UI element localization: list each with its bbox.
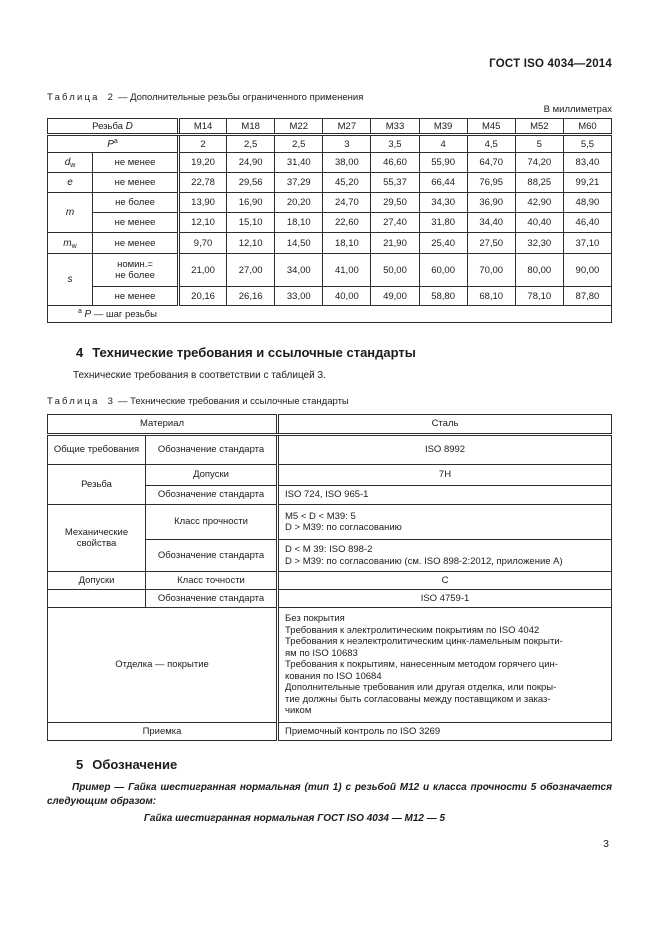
table-cell: 16,90 [227, 193, 275, 213]
subscript: w [70, 162, 76, 169]
table-cell: 2 [179, 135, 227, 153]
symbol: m [63, 237, 72, 249]
document-header: ГОСТ ISO 4034—2014 [489, 58, 612, 70]
value-cell [278, 505, 612, 540]
table-cell: 25,40 [419, 233, 467, 254]
table-cell: 27,00 [227, 254, 275, 287]
table-cell: 32,30 [515, 233, 563, 254]
thread-label: Резьба [92, 120, 123, 132]
section-title: Технические требования и ссылочные стандарты [92, 345, 416, 360]
param-cell: Класс прочности [146, 505, 278, 540]
table-cell: 19,20 [179, 153, 227, 173]
table-cell: 34,00 [275, 254, 323, 287]
table-cell: 12,10 [179, 213, 227, 233]
table-cell: 58,80 [419, 287, 467, 306]
table-3-caption-text: — Технические требования и ссылочные стандарты [117, 396, 349, 407]
symbol: d [64, 157, 71, 168]
table-cell: 76,95 [467, 173, 515, 193]
finish-line: Требования к неэлектролитическим цинк-ламельным покрыти- [285, 636, 563, 648]
table-cell: 83,40 [563, 153, 611, 173]
table-2-caption-number: 2 [107, 92, 113, 103]
dimension-symbol-cell [48, 193, 93, 233]
condition-cell: не менее [93, 173, 179, 193]
table-cell: 55,37 [371, 173, 419, 193]
table-cell: 2,5 [227, 135, 275, 153]
table-cell: 60,00 [419, 254, 467, 287]
param-cell: Допуски [146, 465, 278, 486]
table-cell: 4 [419, 135, 467, 153]
table-cell: 22,60 [323, 213, 371, 233]
table-cell: 5 [515, 135, 563, 153]
symbol: s [67, 274, 73, 285]
section-4-heading [76, 345, 416, 360]
section-title: Обозначение [92, 757, 178, 772]
page-number: 3 [603, 838, 609, 850]
col-header: M45 [467, 119, 515, 135]
condition-cell: не более [93, 193, 179, 213]
value-cell: 7Н [278, 465, 612, 486]
dimension-symbol-cell [48, 173, 93, 193]
table-3-caption [47, 396, 349, 407]
table-cell: 31,40 [275, 153, 323, 173]
symbol: m [65, 207, 75, 218]
table-cell: 2,5 [275, 135, 323, 153]
value-cell: С [278, 572, 612, 590]
pitch-symbol: P [107, 138, 114, 150]
table-row [48, 233, 612, 254]
table-3-technical-requirements [47, 414, 612, 741]
table-row [48, 153, 612, 173]
table-row [48, 505, 612, 540]
table-cell: 40,40 [515, 213, 563, 233]
finish-line: тие должны быть согласованы между поставщиком и заказ- [285, 693, 551, 705]
section-number: 4 [76, 345, 84, 360]
col-header: M60 [563, 119, 611, 135]
table-cell: 50,00 [371, 254, 419, 287]
table-cell: 34,40 [467, 213, 515, 233]
table-2-caption [47, 92, 363, 103]
param-cell: Класс точности [146, 572, 278, 590]
table-cell: 68,10 [467, 287, 515, 306]
finish-line: кования по ISO 10684 [285, 670, 382, 682]
table-cell: 20,20 [275, 193, 323, 213]
section-number: 5 [76, 757, 84, 772]
pitch-symbol-cell [48, 135, 179, 153]
value-line: D < M 39: ISO 898-2 [285, 544, 373, 555]
table-cell: 24,90 [227, 153, 275, 173]
section-5-heading [76, 757, 177, 772]
finish-line: Требования к покрытиям, нанесенным методом горячего цин- [285, 659, 558, 671]
col-header: M27 [323, 119, 371, 135]
group-cell: Общие требования [48, 435, 146, 465]
col-header: M22 [275, 119, 323, 135]
table-2-caption-text: — Дополнительные резьбы ограниченного применения [117, 92, 364, 103]
designation-example: Пример — Гайка шестигранная нормальная (тип 1) с резьбой М12 и класса прочности 5 обозначается следующим образом: [47, 782, 612, 807]
symbol: e [67, 177, 73, 188]
table-cell: 40,00 [323, 287, 371, 306]
table-row [48, 608, 612, 723]
table-cell: 20,16 [179, 287, 227, 306]
condition-cell: не менее [93, 213, 179, 233]
param-cell: Обозначение стандарта [146, 540, 278, 572]
table-cell: 29,56 [227, 173, 275, 193]
condition-line: номин.= [117, 259, 153, 270]
table-row [48, 415, 612, 435]
table-cell: 37,10 [563, 233, 611, 254]
condition-cell: не менее [93, 153, 179, 173]
table-row [48, 254, 612, 287]
table-cell: 88,25 [515, 173, 563, 193]
value-line: M5 < D < M39: 5 [285, 510, 356, 522]
pitch-footnote-mark: a [113, 137, 118, 145]
table-3-caption-word: Таблица [47, 396, 100, 407]
units-note: В миллиметрах [543, 104, 612, 115]
condition-cell [93, 254, 179, 287]
condition-cell: не менее [93, 287, 179, 306]
table-cell: 29,50 [371, 193, 419, 213]
footnote-mark: a [78, 307, 82, 315]
col-header: M33 [371, 119, 419, 135]
dimension-symbol-cell [48, 254, 93, 306]
value-line: D > M39: по согласованию [285, 522, 402, 533]
col-header: M52 [515, 119, 563, 135]
col-header: M39 [419, 119, 467, 135]
table-cell: 48,90 [563, 193, 611, 213]
table-row [48, 465, 612, 486]
finish-line: ям по ISO 10683 [285, 647, 358, 659]
table-row [48, 435, 612, 465]
param-cell: Обозначение стандарта [146, 435, 278, 465]
table-cell: 24,70 [323, 193, 371, 213]
table-footnote [48, 306, 612, 323]
table-cell: 18,10 [323, 233, 371, 254]
designation-text: Гайка шестигранная нормальная ГОСТ ISO 4034 — М12 — 5 [143, 813, 446, 824]
finish-line: чиком [285, 705, 312, 717]
table-cell: 26,16 [227, 287, 275, 306]
table-cell: 80,00 [515, 254, 563, 287]
subscript: w [71, 242, 77, 250]
table-cell: 27,40 [371, 213, 419, 233]
table-cell: 22,78 [179, 173, 227, 193]
table-cell: 78,10 [515, 287, 563, 306]
table-cell: 27,50 [467, 233, 515, 254]
table-cell: 99,21 [563, 173, 611, 193]
finish-line: Дополнительные требования или другая отделка, или покры- [285, 682, 557, 694]
footnote-symbol: P [84, 308, 92, 320]
value-line: D > M39: по согласованию (см. ISO 898-2:2012, приложение А) [285, 555, 563, 567]
thread-header-cell [48, 119, 179, 135]
steel-header-cell: Сталь [278, 415, 612, 435]
table-cell: 14,50 [275, 233, 323, 254]
value-cell: ISO 4759-1 [278, 590, 612, 608]
table-cell: 33,00 [275, 287, 323, 306]
material-header-cell: Материал [48, 415, 278, 435]
param-cell: Обозначение стандарта [146, 486, 278, 505]
table-3-caption-number: 3 [107, 396, 113, 407]
table-row [48, 590, 612, 608]
group-cell-empty [48, 590, 146, 608]
table-row [48, 135, 612, 153]
table-row [48, 287, 612, 306]
table-cell: 46,40 [563, 213, 611, 233]
thread-symbol: D [125, 120, 133, 132]
table-cell: 3,5 [371, 135, 419, 153]
table-cell: 15,10 [227, 213, 275, 233]
condition-line: не более [115, 270, 155, 281]
group-cell: Приемка [48, 723, 278, 741]
table-cell: 21,90 [371, 233, 419, 254]
param-cell: Обозначение стандарта [146, 590, 278, 608]
value-cell [278, 540, 612, 572]
table-cell: 42,90 [515, 193, 563, 213]
table-cell: 18,10 [275, 213, 323, 233]
table-cell: 34,30 [419, 193, 467, 213]
finish-line: Требования к электролитическим покрытиям по ISO 4042 [285, 624, 540, 636]
table-row [48, 193, 612, 213]
table-row [48, 723, 612, 741]
table-cell: 38,00 [323, 153, 371, 173]
group-cell: Резьба [48, 465, 146, 505]
dimension-symbol-cell [48, 233, 93, 254]
table-cell: 66,44 [419, 173, 467, 193]
table-cell: 37,29 [275, 173, 323, 193]
table-row [48, 119, 612, 135]
section-4-paragraph: Технические требования в соответствии с таблицей 3. [73, 370, 326, 381]
table-2-additional-threads [47, 118, 612, 323]
table-2-caption-word: Таблица [47, 92, 100, 103]
table-cell: 90,00 [563, 254, 611, 287]
table-row [48, 213, 612, 233]
table-cell: 9,70 [179, 233, 227, 254]
table-cell: 3 [323, 135, 371, 153]
value-cell [278, 608, 612, 723]
dimension-symbol-cell [48, 153, 93, 173]
table-cell: 31,80 [419, 213, 467, 233]
table-cell: 41,00 [323, 254, 371, 287]
table-cell: 21,00 [179, 254, 227, 287]
value-cell: ISO 8992 [278, 435, 612, 465]
table-cell: 4,5 [467, 135, 515, 153]
table-cell: 5,5 [563, 135, 611, 153]
table-cell: 74,20 [515, 153, 563, 173]
group-cell: Механические свойства [48, 505, 146, 572]
col-header: M18 [227, 119, 275, 135]
table-row [48, 572, 612, 590]
finish-line: Без покрытия [285, 613, 345, 625]
group-cell: Допуски [48, 572, 146, 590]
table-cell: 12,10 [227, 233, 275, 254]
footnote-text: — шаг резьбы [93, 308, 157, 320]
table-cell: 36,90 [467, 193, 515, 213]
table-cell: 55,90 [419, 153, 467, 173]
value-cell: ISO 724, ISO 965-1 [278, 486, 612, 505]
table-cell: 70,00 [467, 254, 515, 287]
table-cell: 45,20 [323, 173, 371, 193]
table-cell: 87,80 [563, 287, 611, 306]
table-row [48, 306, 612, 323]
table-cell: 49,00 [371, 287, 419, 306]
value-cell: Приемочный контроль по ISO 3269 [278, 723, 612, 741]
table-row [48, 173, 612, 193]
table-cell: 64,70 [467, 153, 515, 173]
group-cell: Отделка — покрытие [48, 608, 278, 723]
table-cell: 13,90 [179, 193, 227, 213]
condition-cell: не менее [93, 233, 179, 254]
table-cell: 46,60 [371, 153, 419, 173]
col-header: M14 [179, 119, 227, 135]
